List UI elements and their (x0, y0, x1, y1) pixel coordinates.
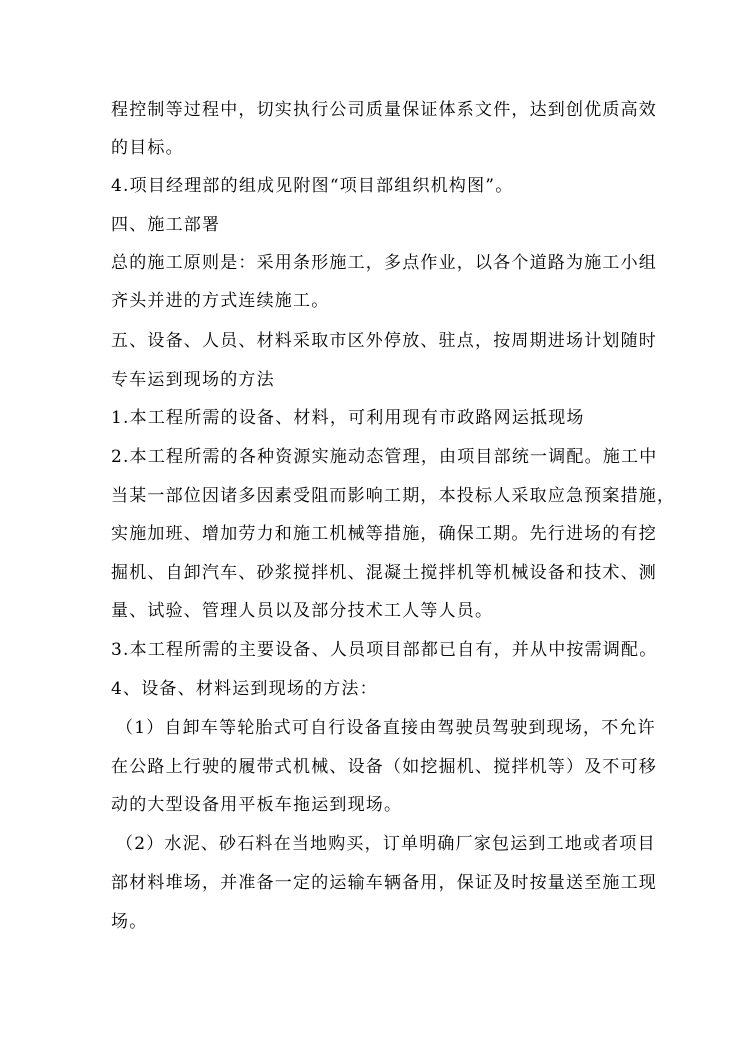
text-line: 4、设备、材料运到现场的方法： (111, 679, 378, 699)
text-line: （1）自卸车等轮胎式可自行设备直接由驾驶员驾驶到现场，不允许 (116, 718, 656, 738)
text-line: 3.本工程所需的主要设备、人员项目部都已自有，并从中按需调配。 (111, 640, 658, 660)
text-line: 程控制等过程中，切实执行公司质量保证体系文件，达到创优质高效 (111, 100, 657, 120)
section-heading: 专车运到现场的方法 (111, 370, 275, 390)
text-line: 1.本工程所需的设备、材料，可利用现有市政路网运抵现场 (111, 408, 585, 428)
text-line: 在公路上行驶的履带式机械、设备（如挖掘机、搅拌机等）及不可移 (111, 757, 657, 777)
section-heading: 五、设备、人员、材料采取市区外停放、驻点，按周期进场计划随时 (111, 331, 657, 351)
text-line: 总的施工原则是：采用条形施工，多点作业，以各个道路为施工小组 (111, 253, 657, 273)
text-line: 掘机、自卸汽车、砂浆搅拌机、混凝土搅拌机等机械设备和技术、测 (111, 563, 657, 583)
text-line: 2.本工程所需的各种资源实施动态管理，由项目部统一调配。施工中 (111, 447, 658, 467)
text-line: 4.项目经理部的组成见附图“项目部组织机构图”。 (111, 176, 514, 196)
text-line: 部材料堆场，并准备一定的运输车辆备用，保证及时按量送至施工现 (111, 873, 657, 893)
text-line: 齐头并进的方式连续施工。 (111, 291, 330, 311)
text-line: 动的大型设备用平板车拖运到现场。 (111, 795, 403, 815)
text-line: （2）水泥、砂石料在当地购买，订单明确厂家包运到工地或者项目 (116, 834, 656, 854)
text-line: 实施加班、增加劳力和施工机械等措施，确保工期。先行进场的有挖 (111, 524, 657, 544)
text-line: 当某一部位因诸多因素受阻而影响工期，本投标人采取应急预案措施， (111, 486, 676, 506)
text-line: 量、试验、管理人员以及部分技术工人等人员。 (111, 601, 494, 621)
text-line: 场。 (111, 912, 148, 932)
text-line: 的目标。 (111, 138, 184, 158)
section-heading: 四、施工部署 (111, 215, 221, 235)
